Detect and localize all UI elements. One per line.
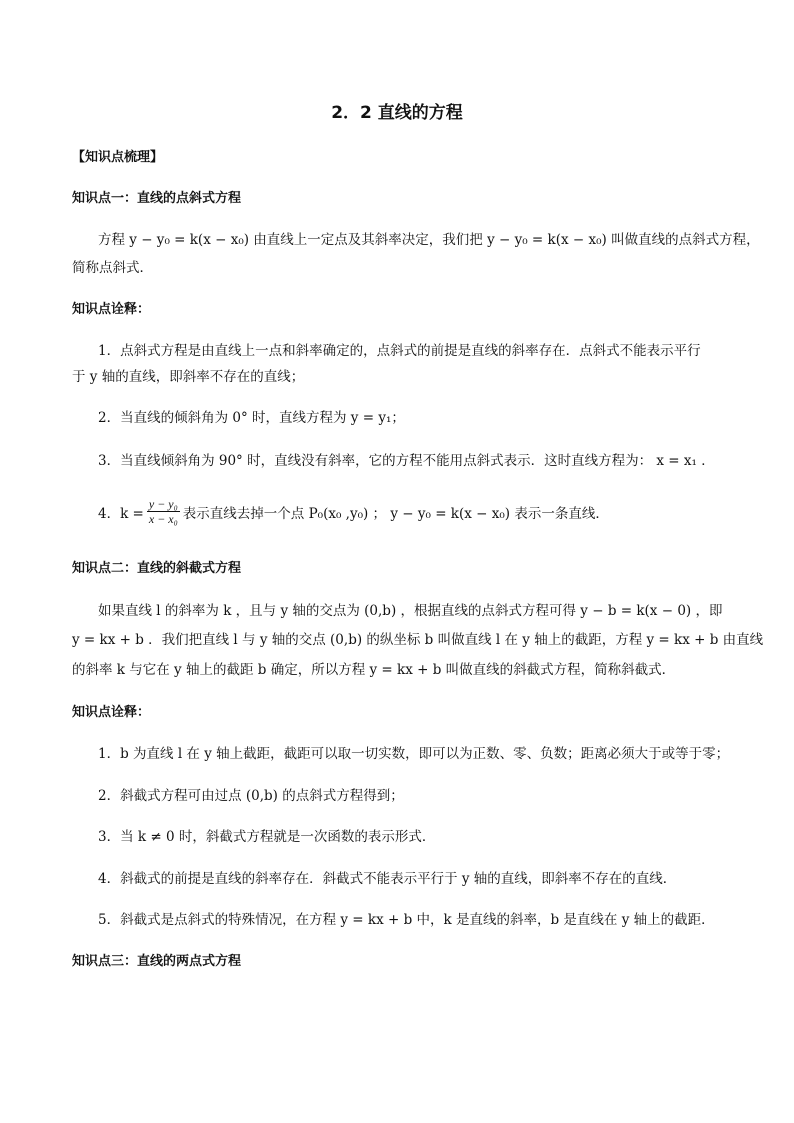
point-two-note1: 1．b 为直线 l 在 y 轴上截距，截距可以取一切实数，即可以为正数、零、负数；距离必须大于或等于零； [98,746,730,762]
point-three-heading: 知识点三：直线的两点式方程 [72,954,242,969]
point-one-note-heading: 知识点诠释： [72,302,151,317]
point-one-note4 [98,497,609,526]
point-two-text-line3: 的斜率 k 与它在 y 轴上的截距 b 确定，所以方程 y = kx + b 叫做直线的斜截式方程，简称斜截式． [72,662,676,678]
point-two-note5: 5．斜截式是点斜式的特殊情况，在方程 y = kx + b 中，k 是直线的斜率，b 是直线在 y 轴上的截距． [98,912,715,928]
point-two-note4: 4．斜截式的前提是直线的斜率存在．斜截式不能表示平行于 y 轴的直线，即斜率不存在的直线． [98,871,677,887]
point-one-heading: 知识点一：直线的点斜式方程 [72,191,242,206]
fraction-numerator: y − y₀ [148,497,178,511]
point-two-text-line1: 如果直线 l 的斜率为 k ，且与 y 轴的交点为 (0,b) ，根据直线的点斜式方程可得 y − b = k(x − 0) ，即 [98,603,723,619]
point-one-text-line1: 方程 y − y₀ = k(x − x₀) 由直线上一定点及其斜率决定，我们把 y − y₀ = k(x − x₀) 叫做直线的点斜式方程， [98,232,760,248]
point-one-note1-line2: 于 y 轴的直线，即斜率不存在的直线； [72,369,305,385]
page-title: 2．2 直线的方程 [331,103,463,123]
point-one-note3: 3．当直线倾斜角为 90° 时，直线没有斜率，它的方程不能用点斜式表示．这时直线方程为： x = x₁ ． [98,453,715,469]
fraction-denominator: x − x₀ [148,512,178,526]
point-one-note2: 2．当直线的倾斜角为 0° 时，直线方程为 y = y₁； [98,410,405,426]
point-two-note2: 2．斜截式方程可由过点 (0,b) 的点斜式方程得到； [98,788,404,804]
point-one-text-line2: 简称点斜式． [72,260,153,276]
note4-suffix: 表示直线去掉一个点 P₀(x₀ ,y₀) ； y − y₀ = k(x − x₀) 表示一条直线． [182,505,609,522]
section-header: 【知识点梳理】 [72,150,164,165]
point-two-note3: 3．当 k ≠ 0 时，斜截式方程就是一次函数的表示形式． [98,829,436,845]
note4-prefix: 4．k = [98,505,144,522]
point-two-text-line2: y = kx + b ．我们把直线 l 与 y 轴的交点 (0,b) 的纵坐标 b 叫做直线 l 在 y 轴上的截距，方程 y = kx + b 由直线 [72,632,764,648]
slope-fraction [147,497,180,526]
point-one-note1-line1: 1．点斜式方程是由直线上一点和斜率确定的，点斜式的前提是直线的斜率存在．点斜式不能表示平行 [98,343,701,359]
point-two-heading: 知识点二：直线的斜截式方程 [72,561,242,576]
point-two-note-heading: 知识点诠释： [72,705,151,720]
